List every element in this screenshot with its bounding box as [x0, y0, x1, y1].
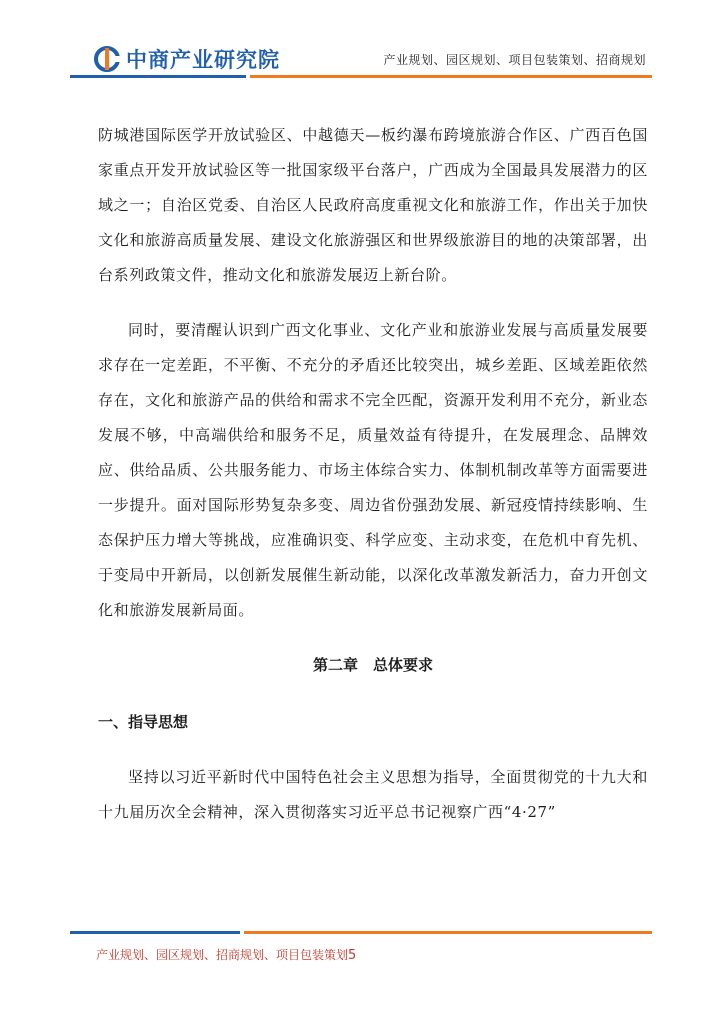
- chapter-title: 第二章 总体要求: [312, 656, 433, 674]
- company-logo: [94, 44, 280, 74]
- body-paragraph-1: 防城港国际医学开放试验区、中越德天—板约瀑布跨境旅游合作区、广西百色国家重点开发开放试验区等一批国家级平台落户，广西成为全国最具发展潜力的区域之一；自治区党委、自治区人民政府高度重视文化和旅游工作，作出关于加快文化和旅游高质量发展、建设文化旅游强区和世界级旅游目的地的决策部署，出台系列政策文件，推动文化和旅游发展迈上新台阶。: [98, 126, 648, 284]
- body-paragraph-3: 坚持以习近平新时代中国特色社会主义思想为指导，全面贯彻党的十九大和十九届历次全会精神，深入贯彻落实习近平总书记视察广西“4·27”: [98, 768, 648, 821]
- zhongshang-logo-icon: [94, 46, 120, 72]
- logo-text: 中商产业研究院: [126, 48, 280, 72]
- header-rule-orange: [250, 75, 652, 78]
- header-rule-blue: [70, 75, 246, 78]
- document-body: [98, 112, 648, 830]
- footer-rule-blue: [70, 931, 240, 934]
- header-slogan: 产业规划、园区规划、项目包装策划、招商规划: [383, 53, 646, 67]
- footer-slogan: 产业规划、园区规划、招商规划、项目包装策划: [96, 948, 349, 962]
- page-footer: [96, 946, 356, 963]
- section-title: 一、指导思想: [98, 713, 189, 731]
- body-paragraph-2: 同时，要清醒认识到广西文化事业、文化产业和旅游业发展与高质量发展要求存在一定差距，不平衡、不充分的矛盾还比较突出，城乡差距、区域差距依然存在，文化和旅游产品的供给和需求不完全匹配，资源开发利用不充分，新业态发展不够，中高端供给和服务不足，质量效益有待提升，在发展理念、品牌效应、供给品质、公共服务能力、市场主体综合实力、体制机制改革等方面需要进一步提升。面对国际形势复杂多变、周边省份强劲发展、新冠疫情持续影响、生态保护压力增大等挑战，应准确识变、科学应变、主动求变，在危机中育先机、于变局中开新局，以创新发展催生新动能，以深化改革激发新活力，奋力开创文化和旅游发展新局面。: [98, 321, 648, 619]
- footer-rule-orange: [244, 931, 652, 934]
- page-number: 5: [348, 948, 357, 963]
- page-header: [0, 0, 724, 90]
